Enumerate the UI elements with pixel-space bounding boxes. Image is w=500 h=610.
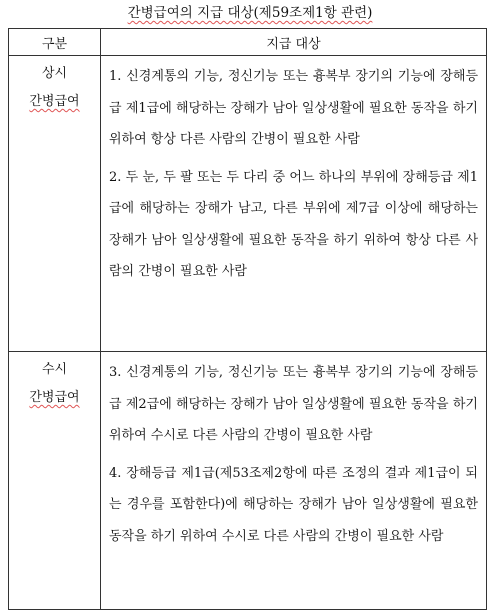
category-line2: 간병급여 bbox=[29, 94, 80, 109]
category-line2: 간병급여 bbox=[29, 390, 80, 405]
list-item: 3. 신경계통의 기능, 정신기능 또는 흉복부 장기의 기능에 장해등급 제2급에 해당하는 장해가 남아 일상생활에 필요한 동작을 하기 위하여 수시로 다른 사람의 간병이 필요한 사람 bbox=[109, 365, 478, 443]
document-title: 간병급여의 지급 대상(제59조제1항 관련) bbox=[127, 5, 373, 21]
benefit-table bbox=[8, 28, 487, 610]
row-items bbox=[101, 352, 487, 610]
header-category: 구분 bbox=[9, 29, 101, 56]
row-items bbox=[101, 56, 487, 352]
category-line1: 수시 bbox=[41, 362, 68, 377]
table-row bbox=[9, 56, 487, 352]
table-header-row bbox=[9, 29, 487, 56]
list-item: 2. 두 눈, 두 팔 또는 두 다리 중 어느 하나의 부위에 장해등급 제1급에 해당하는 장해가 남고, 다른 부위에 제7급 이상에 해당하는 장해가 남아 일상생활에 필요한 동작을 하기 위하여 항상 다른 사람의 간병이 필요한 사람 bbox=[109, 169, 478, 279]
table-row bbox=[9, 352, 487, 610]
header-target: 지급 대상 bbox=[101, 29, 487, 56]
list-item: 1. 신경계통의 기능, 정신기능 또는 흉복부 장기의 기능에 장해등급 제1급에 해당하는 장해가 남아 일상생활에 필요한 동작을 하기 위하여 항상 다른 사람의 간병이 필요한 사람 bbox=[109, 69, 478, 147]
row-category bbox=[9, 352, 101, 610]
row-category bbox=[9, 56, 101, 352]
category-line1: 상시 bbox=[41, 66, 68, 81]
list-item: 4. 장해등급 제1급(제53조제2항에 따른 조정의 결과 제1급이 되는 경우를 포함한다)에 해당하는 장해가 남아 일상생활에 필요한 동작을 하기 위하여 수시로 다른 사람의 간병이 필요한 사람 bbox=[109, 465, 478, 544]
